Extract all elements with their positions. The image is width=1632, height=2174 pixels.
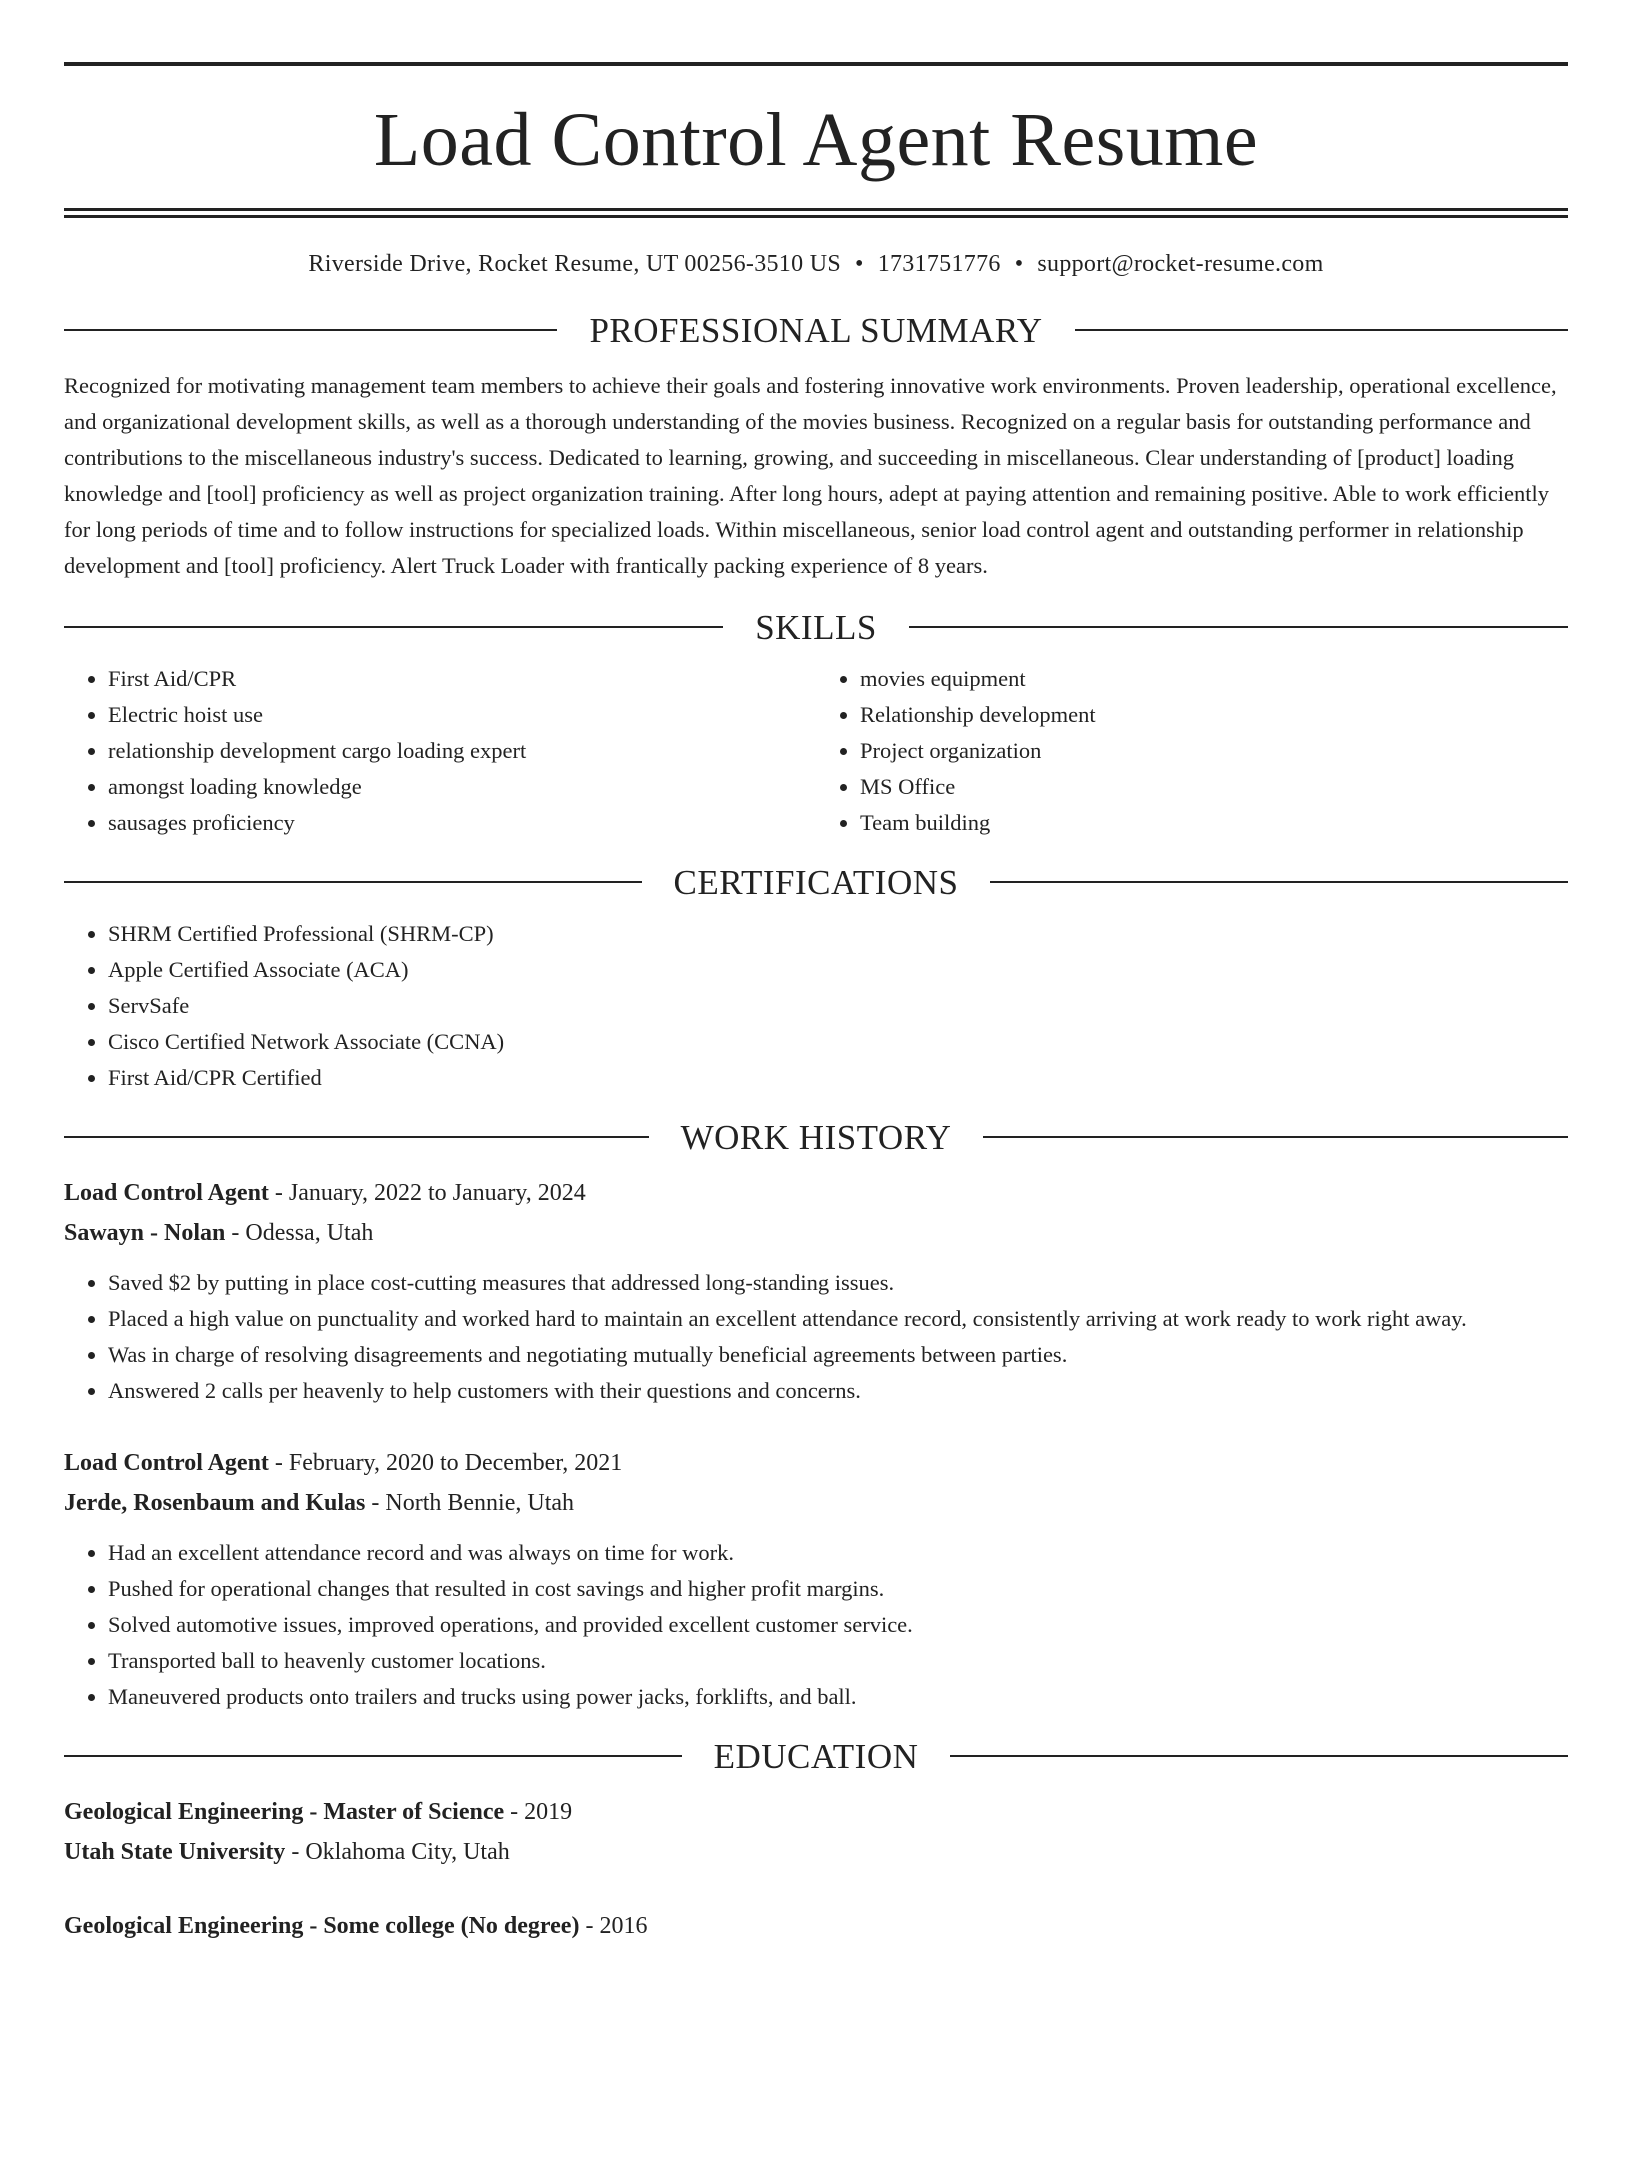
title-double-rule (64, 208, 1568, 218)
job-company-line: Sawayn - Nolan - Odessa, Utah (64, 1219, 374, 1246)
section-header-certifications (64, 862, 1568, 902)
education-degree: Geological Engineering - Master of Science (64, 1798, 505, 1825)
resume-title: Load Control Agent Resume (373, 98, 1259, 182)
section-rule (1075, 329, 1568, 331)
section-title-skills: SKILLS (755, 607, 877, 647)
section-header-summary (64, 310, 1568, 350)
job-bullets (64, 1265, 1568, 1409)
education-entry (64, 1906, 1568, 1946)
top-rule (64, 62, 1568, 66)
section-header-skills (64, 607, 1568, 647)
job-title: Load Control Agent (64, 1179, 269, 1206)
job-company: Jerde, Rosenbaum and Kulas (64, 1489, 366, 1516)
certification-item: • ServSafe (108, 988, 1568, 1024)
section-rule (64, 1755, 682, 1757)
skill-item: • First Aid/CPR (108, 661, 816, 697)
job-bullet: • Transported ball to heavenly customer locations. (108, 1643, 1568, 1679)
education-degree-line: Geological Engineering - Some college (No degree) - 2016 (64, 1912, 648, 1939)
section-header-work (64, 1117, 1568, 1157)
education-degree: Geological Engineering - Some college (No degree) (64, 1912, 580, 1939)
section-rule (909, 626, 1568, 628)
contact-separator: • (1014, 251, 1024, 277)
skill-item: • Electric hoist use (108, 697, 816, 733)
skills-columns (64, 661, 1568, 841)
section-title-certifications: CERTIFICATIONS (673, 862, 959, 902)
job-title: Load Control Agent (64, 1449, 269, 1476)
education-year: 2016 (599, 1912, 648, 1939)
certification-item: • First Aid/CPR Certified (108, 1060, 1568, 1096)
education-school: Utah State University (64, 1838, 286, 1865)
job-bullet: • Had an excellent attendance record and was always on time for work. (108, 1535, 1568, 1571)
job-entry (64, 1173, 1568, 1409)
section-rule (64, 329, 557, 331)
section-header-education (64, 1736, 1568, 1776)
skill-item: • Relationship development (860, 697, 1568, 733)
skill-item: • amongst loading knowledge (108, 769, 816, 805)
education-location: Oklahoma City, Utah (305, 1838, 510, 1865)
skill-item: • sausages proficiency (108, 805, 816, 841)
contact-phone: 1731751776 (877, 251, 1001, 277)
job-entry (64, 1443, 1568, 1715)
job-company: Sawayn - Nolan (64, 1219, 226, 1246)
job-bullet: • Solved automotive issues, improved operations, and provided excellent customer service. (108, 1607, 1568, 1643)
certifications-list (64, 916, 1568, 1096)
certification-item: • SHRM Certified Professional (SHRM-CP) (108, 916, 1568, 952)
resume-page (0, 62, 1632, 2174)
skill-item: • relationship development cargo loading expert (108, 733, 816, 769)
section-title-work: WORK HISTORY (680, 1117, 952, 1157)
section-title-summary: PROFESSIONAL SUMMARY (589, 310, 1043, 350)
certification-item: • Apple Certified Associate (ACA) (108, 952, 1568, 988)
contact-email: support@rocket-resume.com (1037, 251, 1324, 277)
education-year: 2019 (524, 1798, 573, 1825)
education-degree-line: Geological Engineering - Master of Science - 2019 (64, 1798, 573, 1825)
contact-separator: • (854, 251, 864, 277)
section-rule (64, 1136, 649, 1138)
job-bullet: • Was in charge of resolving disagreements and negotiating mutually beneficial agreements between parties. (108, 1337, 1568, 1373)
job-bullet: • Saved $2 by putting in place cost-cutting measures that addressed long-standing issues. (108, 1265, 1568, 1301)
skills-list-left (64, 661, 816, 841)
section-title-education: EDUCATION (713, 1736, 919, 1776)
job-title-line: Load Control Agent - February, 2020 to December, 2021 (64, 1449, 623, 1476)
skill-item: • movies equipment (860, 661, 1568, 697)
section-rule (983, 1136, 1568, 1138)
contact-line (64, 250, 1568, 279)
education-school-line: Utah State University - Oklahoma City, Utah (64, 1838, 510, 1865)
section-rule (64, 881, 642, 883)
education-entry (64, 1792, 1568, 1872)
job-location: Odessa, Utah (245, 1219, 374, 1246)
skill-item: • Project organization (860, 733, 1568, 769)
summary-text: Recognized for motivating management team members to achieve their goals and fostering innovative work environments. Proven leadership, operational excellence, and organizational development skills, as well as a thorough understanding of the movies business. Recognized on a regular basis for outstanding performance and contributions to the miscellaneous industry's success. Dedicated to learning, growing, and succeeding in miscellaneous. Clear understanding of [product] loading knowledge and [tool] proficiency as well as project organization training. After long hours, adept at paying attention and remaining positive. Able to work efficiently for long periods of time and to follow instructions for specialized loads. Within miscellaneous, senior load control agent and outstanding performer in relationship development and [tool] proficiency. Alert Truck Loader with frantically packing experience of 8 years. (64, 372, 1557, 578)
job-location: North Bennie, Utah (385, 1489, 575, 1516)
skill-item: • MS Office (860, 769, 1568, 805)
section-rule (64, 626, 723, 628)
certification-item: • Cisco Certified Network Associate (CCNA) (108, 1024, 1568, 1060)
job-dates: January, 2022 to January, 2024 (288, 1179, 586, 1206)
job-bullet: • Maneuvered products onto trailers and trucks using power jacks, forklifts, and ball. (108, 1679, 1568, 1715)
job-dates: February, 2020 to December, 2021 (288, 1449, 623, 1476)
contact-address: Riverside Drive, Rocket Resume, UT 00256-3510 US (308, 251, 841, 277)
section-rule (990, 881, 1568, 883)
job-bullet: • Answered 2 calls per heavenly to help customers with their questions and concerns. (108, 1373, 1568, 1409)
skill-item: • Team building (860, 805, 1568, 841)
job-company-line: Jerde, Rosenbaum and Kulas - North Bennie, Utah (64, 1489, 575, 1516)
section-rule (950, 1755, 1568, 1757)
job-bullets (64, 1535, 1568, 1715)
skills-list-right (816, 661, 1568, 841)
job-bullet: • Placed a high value on punctuality and worked hard to maintain an excellent attendance record, consistently arriving at work ready to work right away. (108, 1301, 1568, 1337)
job-title-line: Load Control Agent - January, 2022 to January, 2024 (64, 1179, 586, 1206)
job-bullet: • Pushed for operational changes that resulted in cost savings and higher profit margins. (108, 1571, 1568, 1607)
